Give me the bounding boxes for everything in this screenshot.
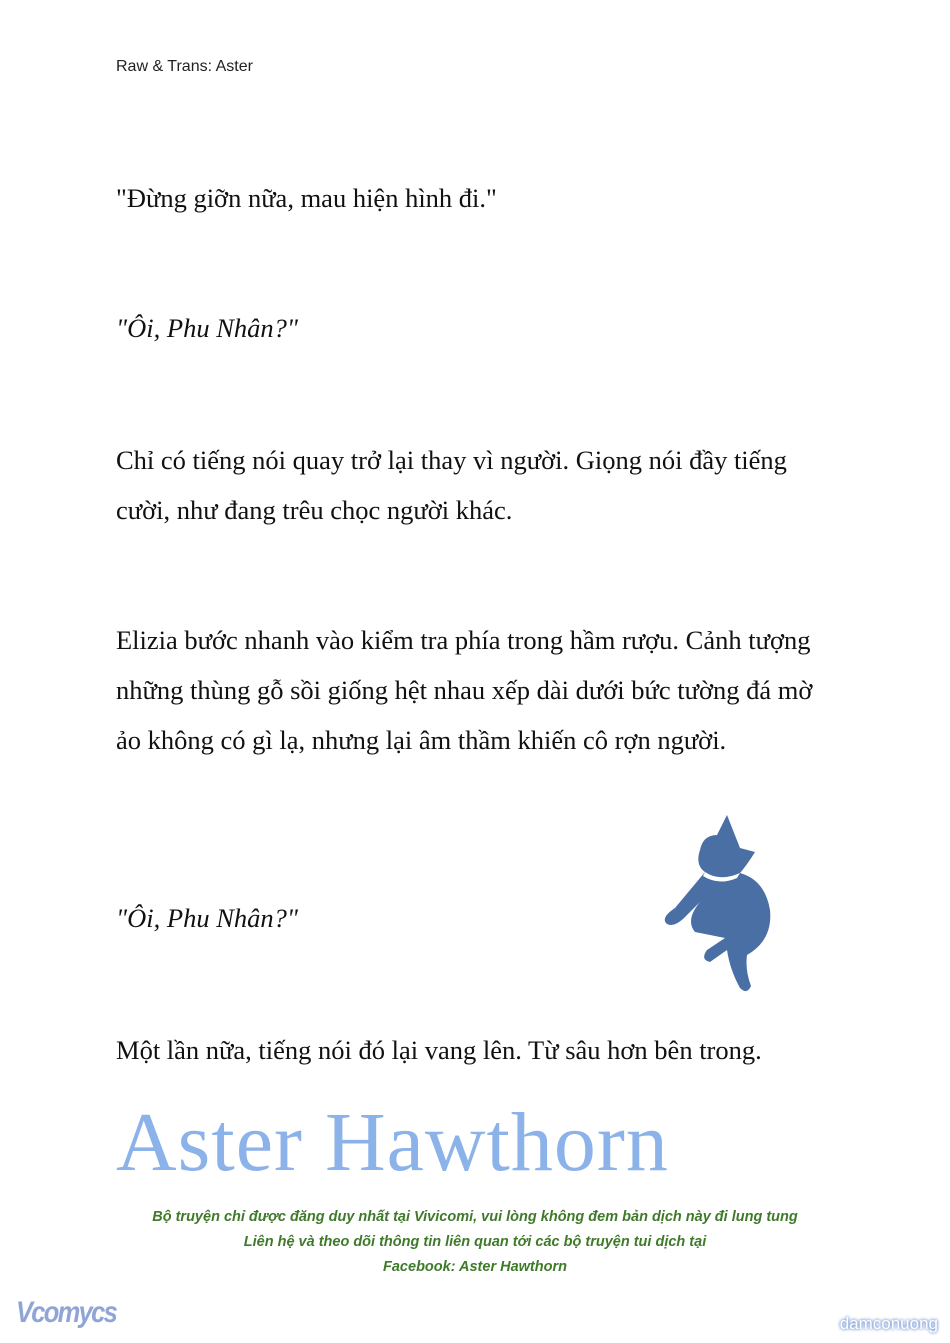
paragraph: "Ôi, Phu Nhân?": [116, 313, 298, 343]
paragraph: Một lần nữa, tiếng nói đó lại vang lên. Từ sâu hơn bên trong.: [116, 1035, 762, 1065]
vcomycs-logo: Vcomycs: [16, 1296, 117, 1329]
paragraph: "Đừng giỡn nữa, mau hiện hình đi.": [116, 183, 497, 213]
footer-facebook: Facebook: Aster Hawthorn: [383, 1259, 567, 1275]
header-credit: Raw & Trans: Aster: [116, 58, 253, 75]
paragraph: Elizia bước nhanh vào kiểm tra phía trong hầm rượu. Cảnh tượng những thùng gỗ sồi giống hệt nhau xếp dài dưới bức tường đá mờ ảo không có gì lạ, nhưng lại âm thầm khiến cô rợn người.: [116, 625, 813, 755]
footer-line: Bộ truyện chỉ được đăng duy nhất tại Vivicomi, vui lòng không đem bản dịch này đi lung tung: [152, 1209, 798, 1225]
paragraph: Chỉ có tiếng nói quay trở lại thay vì người. Giọng nói đầy tiếng cười, như đang trêu chọc người khác.: [116, 445, 787, 525]
watermark: Aster Hawthorn: [116, 1096, 669, 1189]
footer-line: Liên hệ và theo dõi thông tin liên quan tới các bộ truyện tui dịch tại: [243, 1234, 707, 1250]
paragraph: "Ôi, Phu Nhân?": [116, 903, 298, 933]
damconuong-logo: damconuong: [839, 1314, 938, 1333]
cat-icon: [655, 810, 780, 995]
